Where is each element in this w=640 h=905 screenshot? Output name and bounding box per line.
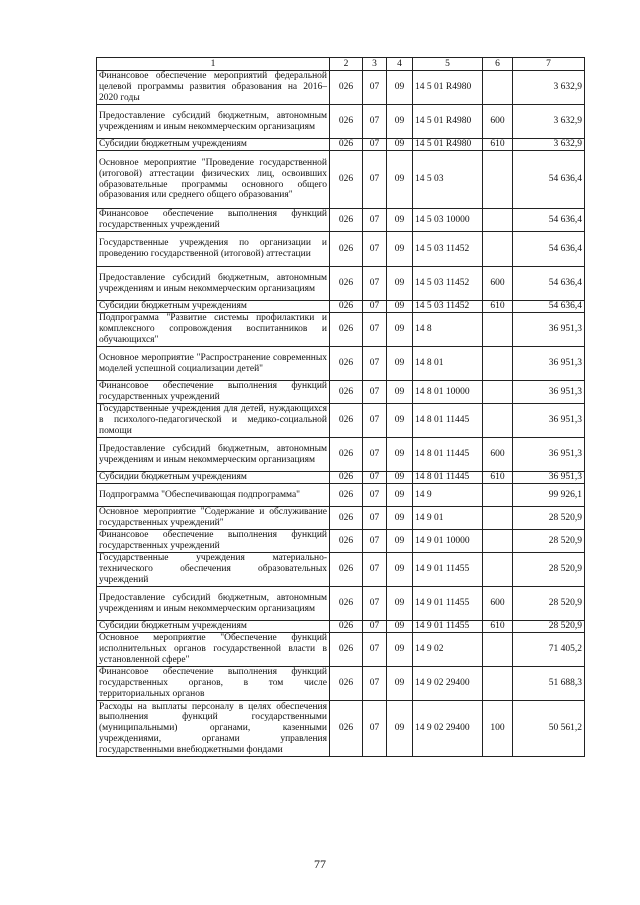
- code-target-item: 14 9 01 10000: [413, 530, 483, 553]
- column-header: 4: [387, 58, 413, 71]
- code-section: 07: [363, 105, 387, 139]
- table-row: [97, 71, 585, 105]
- code-expense-type: [483, 530, 513, 553]
- code-section: 07: [363, 484, 387, 507]
- row-name: Финансовое обеспечение мероприятий федеральной целевой программы развития образования на 2016–2020 годы: [97, 71, 330, 105]
- code-subsection: 09: [387, 484, 413, 507]
- code-target-item: 14 9 02 29400: [413, 667, 483, 701]
- code-target-item: 14 9 02 29400: [413, 701, 483, 757]
- code-subsection: 09: [387, 232, 413, 267]
- code-section: 07: [363, 633, 387, 667]
- amount: 99 926,1: [513, 484, 585, 507]
- code-section: 07: [363, 530, 387, 553]
- table-row: [97, 553, 585, 587]
- row-name: Субсидии бюджетным учреждениям: [97, 621, 330, 633]
- table-row: [97, 621, 585, 633]
- table-row: [97, 530, 585, 553]
- amount: 36 951,3: [513, 347, 585, 381]
- row-name: Финансовое обеспечение выполнения функций государственных учреждений: [97, 381, 330, 404]
- row-name: Субсидии бюджетным учреждениям: [97, 139, 330, 151]
- code-expense-type: [483, 313, 513, 347]
- code-ministry: 026: [330, 151, 363, 209]
- code-expense-type: [483, 347, 513, 381]
- code-ministry: 026: [330, 621, 363, 633]
- code-target-item: 14 8 01 10000: [413, 381, 483, 404]
- code-expense-type: [483, 667, 513, 701]
- row-name: Предоставление субсидий бюджетным, автономным учреждениям и иным некоммерческим организациям: [97, 438, 330, 472]
- code-subsection: 09: [387, 381, 413, 404]
- code-expense-type: 610: [483, 472, 513, 484]
- code-expense-type: [483, 209, 513, 232]
- table-row: [97, 313, 585, 347]
- code-expense-type: [483, 553, 513, 587]
- table-row: [97, 587, 585, 621]
- code-subsection: 09: [387, 71, 413, 105]
- code-subsection: 09: [387, 105, 413, 139]
- code-section: 07: [363, 667, 387, 701]
- code-ministry: 026: [330, 381, 363, 404]
- code-section: 07: [363, 71, 387, 105]
- amount: 54 636,4: [513, 209, 585, 232]
- code-section: 07: [363, 209, 387, 232]
- amount: 54 636,4: [513, 151, 585, 209]
- code-ministry: 026: [330, 71, 363, 105]
- code-ministry: 026: [330, 267, 363, 301]
- row-name: Подпрограмма "Обеспечивающая подпрограмма": [97, 484, 330, 507]
- row-name: Предоставление субсидий бюджетным, автономным учреждениям и иным некоммерческим организациям: [97, 105, 330, 139]
- code-expense-type: [483, 71, 513, 105]
- row-name: Подпрограмма "Развитие системы профилактики и комплексного сопровождения воспитанников и обучающихся": [97, 313, 330, 347]
- amount: 36 951,3: [513, 438, 585, 472]
- row-name: Основное мероприятие "Обеспечение функций исполнительных органов государственной власти в установленной сфере": [97, 633, 330, 667]
- code-subsection: 09: [387, 587, 413, 621]
- row-name: Расходы на выплаты персоналу в целях обеспечения выполнения функций государственными (муниципальными) органами, казенными учреждениями, органами управления государственными внебюджетными фондами: [97, 701, 330, 757]
- row-name: Субсидии бюджетным учреждениям: [97, 301, 330, 313]
- row-name: Финансовое обеспечение выполнения функций государственных учреждений: [97, 530, 330, 553]
- amount: 3 632,9: [513, 139, 585, 151]
- table-row: [97, 267, 585, 301]
- code-ministry: 026: [330, 472, 363, 484]
- code-ministry: 026: [330, 701, 363, 757]
- code-ministry: 026: [330, 438, 363, 472]
- code-subsection: 09: [387, 633, 413, 667]
- code-expense-type: [483, 404, 513, 438]
- code-expense-type: [483, 507, 513, 530]
- amount: 36 951,3: [513, 313, 585, 347]
- amount: 28 520,9: [513, 507, 585, 530]
- amount: 51 688,3: [513, 667, 585, 701]
- code-target-item: 14 5 03 11452: [413, 267, 483, 301]
- code-expense-type: 600: [483, 587, 513, 621]
- code-target-item: 14 9 01 11455: [413, 587, 483, 621]
- code-target-item: 14 5 01 R4980: [413, 139, 483, 151]
- code-section: 07: [363, 701, 387, 757]
- amount: 3 632,9: [513, 105, 585, 139]
- code-target-item: 14 5 03 11452: [413, 301, 483, 313]
- table-row: [97, 151, 585, 209]
- code-target-item: 14 5 01 R4980: [413, 105, 483, 139]
- row-name: Основное мероприятие "Содержание и обслуживание государственных учреждений": [97, 507, 330, 530]
- column-header: 2: [330, 58, 363, 71]
- code-subsection: 09: [387, 701, 413, 757]
- code-subsection: 09: [387, 139, 413, 151]
- row-name: Государственные учреждения материально-технического обеспечения образовательных учреждений: [97, 553, 330, 587]
- code-section: 07: [363, 381, 387, 404]
- amount: 54 636,4: [513, 232, 585, 267]
- table-row: [97, 472, 585, 484]
- amount: 3 632,9: [513, 71, 585, 105]
- code-ministry: 026: [330, 232, 363, 267]
- code-ministry: 026: [330, 105, 363, 139]
- table-row: [97, 232, 585, 267]
- code-section: 07: [363, 267, 387, 301]
- code-expense-type: 610: [483, 621, 513, 633]
- code-section: 07: [363, 438, 387, 472]
- code-section: 07: [363, 404, 387, 438]
- code-expense-type: 600: [483, 267, 513, 301]
- amount: 54 636,4: [513, 301, 585, 313]
- row-name: Финансовое обеспечение выполнения функций государственных учреждений: [97, 209, 330, 232]
- code-target-item: 14 8: [413, 313, 483, 347]
- code-subsection: 09: [387, 438, 413, 472]
- code-ministry: 026: [330, 633, 363, 667]
- code-target-item: 14 9 02: [413, 633, 483, 667]
- code-section: 07: [363, 621, 387, 633]
- table-row: [97, 347, 585, 381]
- row-name: Предоставление субсидий бюджетным, автономным учреждениям и иным некоммерческим организациям: [97, 587, 330, 621]
- code-target-item: 14 8 01: [413, 347, 483, 381]
- code-target-item: 14 9: [413, 484, 483, 507]
- code-target-item: 14 5 03 11452: [413, 232, 483, 267]
- code-ministry: 026: [330, 139, 363, 151]
- code-target-item: 14 5 01 R4980: [413, 71, 483, 105]
- table-header-row: [97, 58, 585, 71]
- amount: 36 951,3: [513, 404, 585, 438]
- code-expense-type: 610: [483, 301, 513, 313]
- code-subsection: 09: [387, 209, 413, 232]
- row-name: Основное мероприятие "Распространение современных моделей успешной социализации детей": [97, 347, 330, 381]
- code-section: 07: [363, 347, 387, 381]
- code-section: 07: [363, 507, 387, 530]
- column-header: 5: [413, 58, 483, 71]
- amount: 36 951,3: [513, 381, 585, 404]
- code-target-item: 14 8 01 11445: [413, 404, 483, 438]
- code-target-item: 14 5 03: [413, 151, 483, 209]
- amount: 50 561,2: [513, 701, 585, 757]
- code-ministry: 026: [330, 553, 363, 587]
- table-row: [97, 701, 585, 757]
- code-expense-type: 600: [483, 438, 513, 472]
- code-target-item: 14 8 01 11445: [413, 438, 483, 472]
- code-target-item: 14 9 01: [413, 507, 483, 530]
- amount: 71 405,2: [513, 633, 585, 667]
- table-row: [97, 484, 585, 507]
- page-number: 77: [314, 857, 326, 871]
- code-subsection: 09: [387, 267, 413, 301]
- code-ministry: 026: [330, 667, 363, 701]
- column-header: 6: [483, 58, 513, 71]
- row-name: Предоставление субсидий бюджетным, автономным учреждениям и иным некоммерческим организациям: [97, 267, 330, 301]
- table-row: [97, 404, 585, 438]
- amount: 28 520,9: [513, 621, 585, 633]
- code-section: 07: [363, 232, 387, 267]
- code-subsection: 09: [387, 347, 413, 381]
- code-expense-type: [483, 381, 513, 404]
- code-ministry: 026: [330, 530, 363, 553]
- row-name: Субсидии бюджетным учреждениям: [97, 472, 330, 484]
- code-subsection: 09: [387, 530, 413, 553]
- column-header: 1: [97, 58, 330, 71]
- code-subsection: 09: [387, 507, 413, 530]
- table-row: [97, 301, 585, 313]
- code-subsection: 09: [387, 151, 413, 209]
- code-target-item: 14 9 01 11455: [413, 621, 483, 633]
- code-subsection: 09: [387, 301, 413, 313]
- code-subsection: 09: [387, 621, 413, 633]
- code-section: 07: [363, 139, 387, 151]
- code-ministry: 026: [330, 347, 363, 381]
- code-expense-type: [483, 633, 513, 667]
- row-name: Государственные учреждения для детей, нуждающихся в психолого-педагогической и медико-социальной помощи: [97, 404, 330, 438]
- code-expense-type: 100: [483, 701, 513, 757]
- code-ministry: 026: [330, 404, 363, 438]
- code-subsection: 09: [387, 472, 413, 484]
- table-row: [97, 381, 585, 404]
- budget-table: [96, 57, 585, 757]
- table-row: [97, 667, 585, 701]
- code-ministry: 026: [330, 313, 363, 347]
- code-ministry: 026: [330, 587, 363, 621]
- column-header: 7: [513, 58, 585, 71]
- code-ministry: 026: [330, 301, 363, 313]
- amount: 28 520,9: [513, 530, 585, 553]
- code-expense-type: [483, 232, 513, 267]
- table-row: [97, 438, 585, 472]
- table-row: [97, 633, 585, 667]
- code-expense-type: 600: [483, 105, 513, 139]
- column-header: 3: [363, 58, 387, 71]
- code-ministry: 026: [330, 484, 363, 507]
- code-section: 07: [363, 553, 387, 587]
- code-expense-type: [483, 484, 513, 507]
- table-row: [97, 105, 585, 139]
- row-name: Финансовое обеспечение выполнения функций государственных органов, в том числе территориальных органов: [97, 667, 330, 701]
- table-row: [97, 507, 585, 530]
- table-row: [97, 209, 585, 232]
- code-subsection: 09: [387, 404, 413, 438]
- code-section: 07: [363, 313, 387, 347]
- code-target-item: 14 5 03 10000: [413, 209, 483, 232]
- row-name: Государственные учреждения по организации и проведению государственной (итоговой) аттестации: [97, 232, 330, 267]
- row-name: Основное мероприятие "Проведение государственной (итоговой) аттестации физических лиц, освоивших образовательные программы основного общего образования или среднего общего образования": [97, 151, 330, 209]
- amount: 28 520,9: [513, 587, 585, 621]
- code-section: 07: [363, 151, 387, 209]
- amount: 36 951,3: [513, 472, 585, 484]
- table-row: [97, 139, 585, 151]
- code-subsection: 09: [387, 553, 413, 587]
- code-subsection: 09: [387, 667, 413, 701]
- code-expense-type: [483, 151, 513, 209]
- code-target-item: 14 9 01 11455: [413, 553, 483, 587]
- code-ministry: 026: [330, 209, 363, 232]
- code-expense-type: 610: [483, 139, 513, 151]
- code-section: 07: [363, 301, 387, 313]
- amount: 54 636,4: [513, 267, 585, 301]
- code-section: 07: [363, 587, 387, 621]
- amount: 28 520,9: [513, 553, 585, 587]
- code-subsection: 09: [387, 313, 413, 347]
- code-section: 07: [363, 472, 387, 484]
- code-target-item: 14 8 01 11445: [413, 472, 483, 484]
- code-ministry: 026: [330, 507, 363, 530]
